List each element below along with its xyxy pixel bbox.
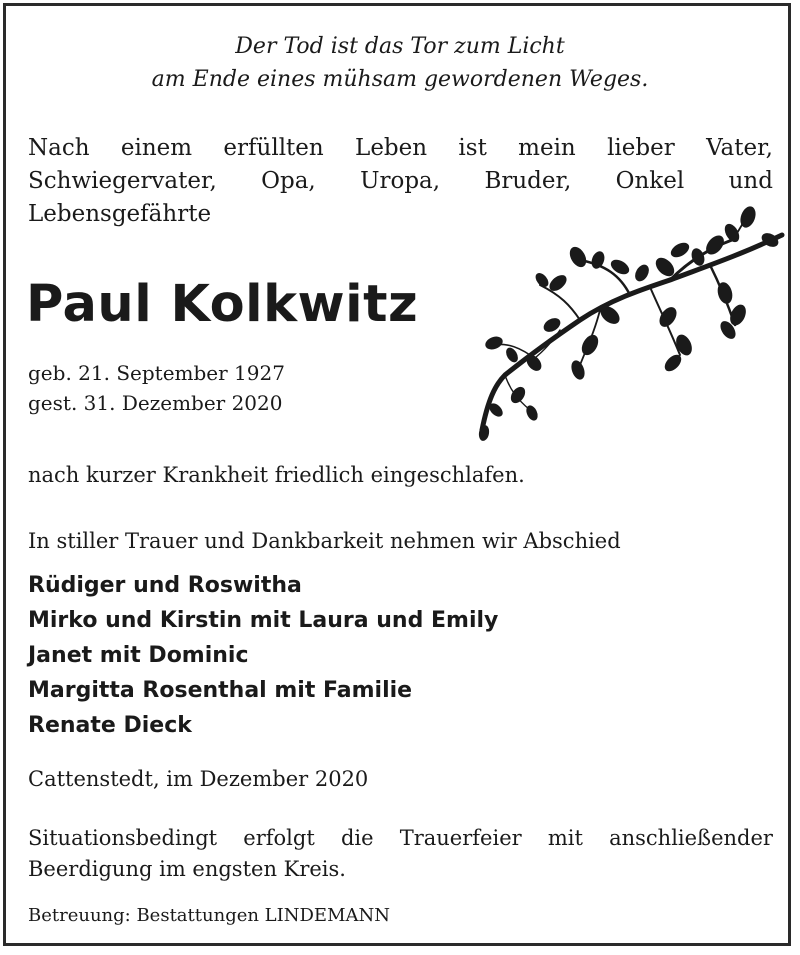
intro-word: ist <box>458 135 487 161</box>
note-line-1 <box>28 823 773 854</box>
undertaker-credit: Betreuung: Bestattungen LINDEMANN <box>28 905 390 926</box>
intro-word: Bruder, <box>484 168 572 194</box>
mourner-item: Renate Dieck <box>28 713 192 738</box>
circumstance-text: nach kurzer Krankheit friedlich eingeschlafen. <box>28 463 525 487</box>
mourner-item: Mirko und Kirstin mit Laura und Emily <box>28 608 499 633</box>
intro-word: Uropa, <box>360 168 441 194</box>
ceremony-note <box>28 823 773 885</box>
mourner-item: Rüdiger und Roswitha <box>28 573 302 598</box>
intro-line-3: Lebensgefährte <box>28 201 212 227</box>
intro-word: Vater, <box>706 135 773 161</box>
intro-word: erfüllten <box>223 135 324 161</box>
intro-word: und <box>728 168 773 194</box>
death-date: gest. 31. Dezember 2020 <box>28 391 283 415</box>
mourner-item: Margitta Rosenthal mit Familie <box>28 678 413 703</box>
life-dates <box>28 358 285 418</box>
note-word: mit <box>547 826 583 850</box>
note-word: Trauerfeier <box>399 826 522 850</box>
intro-word: Onkel <box>615 168 685 194</box>
note-word: erfolgt <box>243 826 315 850</box>
intro-line-1 <box>28 132 773 165</box>
intro-word: Schwiegervater, <box>28 168 217 194</box>
place-date: Cattenstedt, im Dezember 2020 <box>28 767 369 791</box>
note-word: Situationsbedingt <box>28 826 218 850</box>
note-line-2: Beerdigung im engsten Kreis. <box>28 857 346 881</box>
motto-line-1: Der Tod ist das Tor zum Licht <box>235 34 565 59</box>
farewell-text: In stiller Trauer und Dankbarkeit nehmen wir Abschied <box>28 529 621 553</box>
intro-word: Opa, <box>261 168 316 194</box>
intro-word: Leben <box>355 135 428 161</box>
intro-word: mein <box>518 135 576 161</box>
mourners-list <box>28 568 498 743</box>
intro-word: Nach <box>28 135 90 161</box>
intro-word: einem <box>120 135 193 161</box>
tree-branch-icon <box>470 205 785 445</box>
motto-line-2: am Ende eines mühsam gewordenen Weges. <box>151 67 649 92</box>
intro-word: lieber <box>607 135 675 161</box>
deceased-name: Paul Kolkwitz <box>26 275 419 334</box>
birth-date: geb. 21. September 1927 <box>28 361 285 385</box>
mourner-item: Janet mit Dominic <box>28 643 249 668</box>
motto <box>0 30 800 96</box>
note-word: die <box>340 826 374 850</box>
note-word: anschließender <box>609 826 773 850</box>
intro-line-2 <box>28 165 773 198</box>
